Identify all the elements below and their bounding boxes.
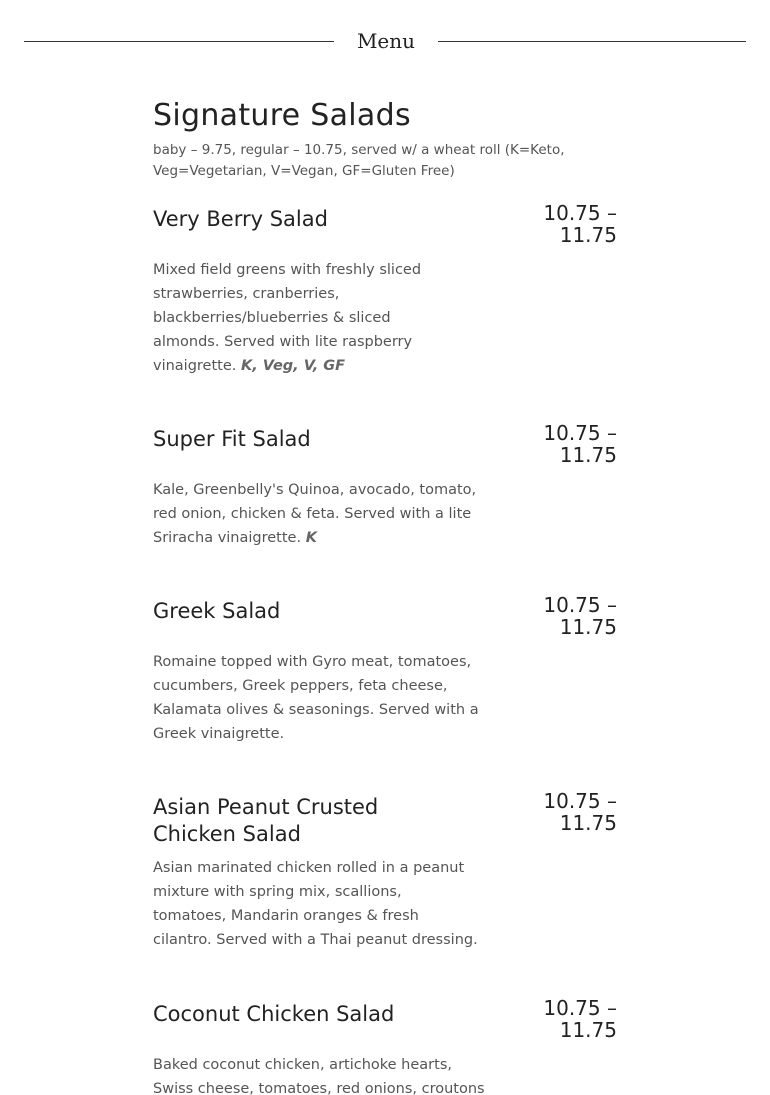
- item-price: 10.75 – 11.75: [543, 201, 617, 247]
- item-price: 10.75 – 11.75: [543, 996, 617, 1042]
- section-title: Signature Salads: [153, 98, 411, 133]
- section-description: baby – 9.75, regular – 10.75, served w/ a wheat roll (K=Keto, Veg=Vegetarian, V=Vegan, GF=Gluten Free): [153, 142, 565, 179]
- header-divider-left: [24, 41, 334, 42]
- menu-header: [24, 26, 746, 56]
- item-description-text: Mixed field greens with freshly sliced strawberries, cranberries, blackberries/blueberries & sliced almonds. Served with lite raspberry vinaigrette.: [153, 262, 422, 374]
- item-description: [153, 478, 478, 550]
- item-diet-tags: K: [305, 530, 317, 546]
- item-description-text: Romaine topped with Gyro meat, tomatoes, cucumbers, Greek peppers, feta cheese, Kalamata olives & seasonings. Served with a Greek vinaigrette.: [153, 654, 479, 742]
- item-name: Super Fit Salad: [153, 427, 311, 451]
- item-description: [153, 650, 488, 746]
- item-name: Asian Peanut Crusted Chicken Salad: [153, 795, 379, 846]
- menu-title: Menu: [356, 29, 416, 53]
- item-price: 10.75 – 11.75: [543, 593, 617, 639]
- item-diet-tags: K, Veg, V, GF: [241, 358, 346, 374]
- item-price: 10.75 – 11.75: [543, 789, 617, 835]
- item-description: [153, 258, 458, 378]
- item-price: 10.75 – 11.75: [543, 421, 617, 467]
- item-description: [153, 856, 478, 952]
- header-divider-right: [438, 41, 746, 42]
- item-description-text: Baked coconut chicken, artichoke hearts, Swiss cheese, tomatoes, red onions, croutons: [153, 1057, 485, 1095]
- item-name: Coconut Chicken Salad: [153, 1002, 395, 1026]
- item-description-text: Asian marinated chicken rolled in a peanut mixture with spring mix, scallions, tomatoes, Mandarin oranges & fresh cilantro. Served with a Thai peanut dressing.: [153, 860, 478, 948]
- item-description-text: Kale, Greenbelly's Quinoa, avocado, tomato, red onion, chicken & feta. Served with a lite Sriracha vinaigrette.: [153, 482, 477, 546]
- signature-salads-section: [153, 96, 623, 182]
- item-name: Very Berry Salad: [153, 207, 328, 231]
- item-description: [153, 1053, 488, 1095]
- item-name: Greek Salad: [153, 599, 281, 623]
